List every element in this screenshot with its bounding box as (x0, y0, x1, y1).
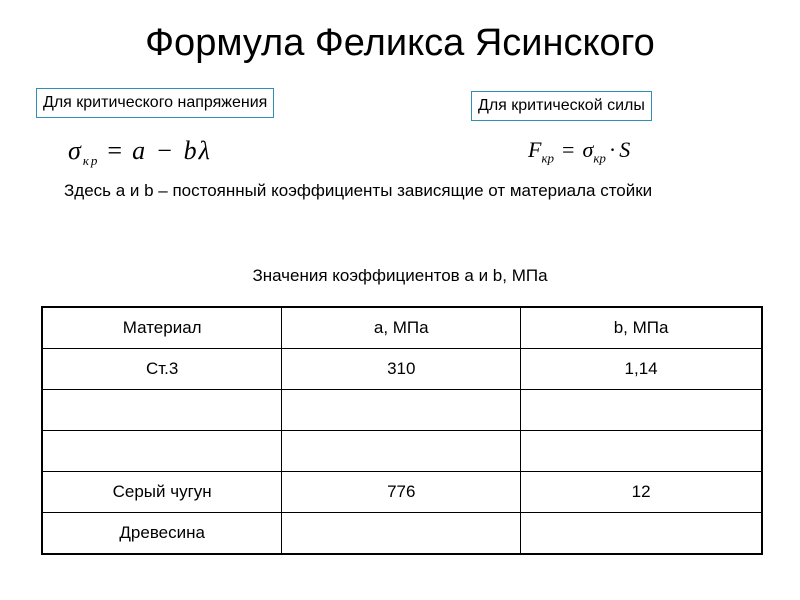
table-row (42, 472, 762, 513)
header-b: b, МПа (521, 307, 762, 349)
table-row (42, 390, 762, 431)
table-cell (521, 390, 762, 431)
table-cell: 776 (282, 472, 521, 513)
critical-force-label: Для критической силы (471, 91, 652, 121)
formula-rhs: a − bλ (132, 136, 212, 165)
table-cell: Ст.3 (42, 349, 282, 390)
table-row (42, 513, 762, 555)
sigma-symbol: σ (68, 136, 83, 165)
table-cell (521, 513, 762, 555)
header-a: a, МПа (282, 307, 521, 349)
critical-stress-label: Для критического напряжения (36, 88, 274, 118)
dot-operator: · (608, 137, 617, 162)
table-row (42, 349, 762, 390)
area-symbol: S (619, 137, 631, 162)
table-row (42, 431, 762, 472)
equals-sign: = (562, 137, 575, 162)
table-cell: 1,14 (521, 349, 762, 390)
page-title: Формула Феликса Ясинского (145, 22, 655, 64)
sigma-subscript: кр (82, 153, 100, 169)
coefficients-table (41, 306, 763, 555)
critical-force-formula (528, 137, 630, 166)
table-cell (282, 390, 521, 431)
sigma-subscript: кр (593, 150, 606, 166)
table-caption: Значения коэффициентов a и b, МПа (252, 266, 548, 285)
table-header-row (42, 307, 762, 349)
coefficients-note: Здесь a и b – постоянный коэффициенты зависящие от материала стойки (64, 181, 653, 200)
table-cell (521, 431, 762, 472)
table-cell (42, 390, 282, 431)
table-cell (282, 431, 521, 472)
equals-sign: = (107, 136, 125, 165)
table-cell (42, 431, 282, 472)
table-cell: 12 (521, 472, 762, 513)
header-material: Материал (42, 307, 282, 349)
critical-stress-formula (68, 136, 212, 169)
table-cell: 310 (282, 349, 521, 390)
sigma-symbol: σ (582, 137, 594, 162)
force-symbol: F (528, 137, 542, 162)
table-cell (282, 513, 521, 555)
table-cell: Древесина (42, 513, 282, 555)
force-subscript: кр (541, 150, 555, 166)
table-cell: Серый чугун (42, 472, 282, 513)
